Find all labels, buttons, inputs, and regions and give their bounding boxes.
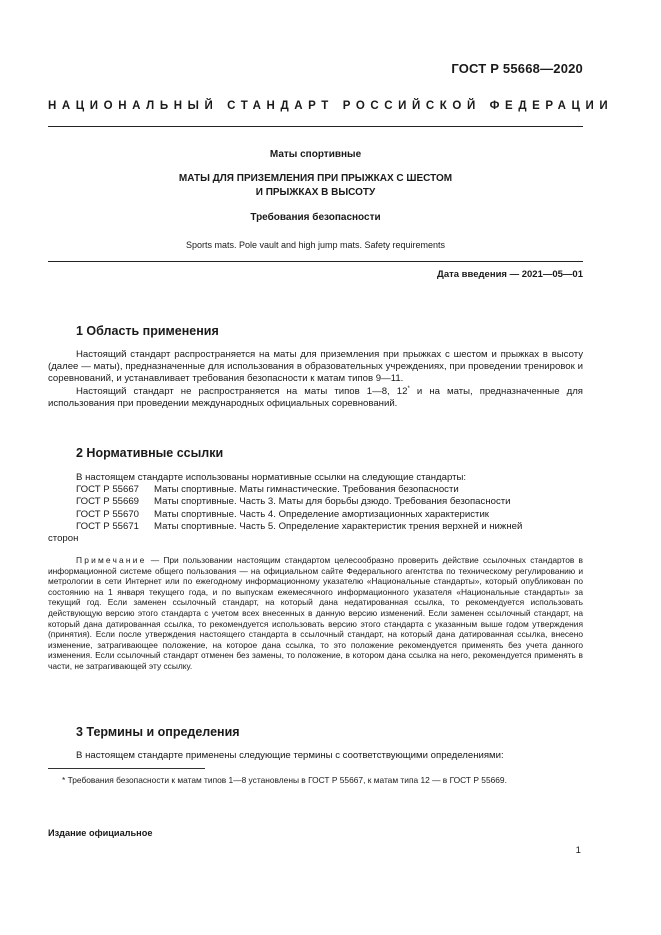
gost-number: ГОСТ Р 55668—2020 bbox=[451, 61, 583, 76]
standard-requirements-subtitle: Требования безопасности bbox=[250, 212, 381, 223]
english-title: Sports mats. Pole vault and high jump mats. Safety requirements bbox=[185, 240, 446, 250]
standard-subtitle: Маты спортивные bbox=[269, 149, 362, 160]
reference-title: Маты спортивные. Маты гимнастические. Требования безопасности bbox=[154, 484, 459, 496]
paragraph-2-text-start: Настоящий стандарт не распространяется на маты типов 1—8, 12 bbox=[76, 385, 408, 397]
national-standard-banner: НАЦИОНАЛЬНЫЙ СТАНДАРТ РОССИЙСКОЙ ФЕДЕРАЦИИ bbox=[48, 100, 614, 112]
paragraph-2-text-end: и на маты, предназначенные для использования при проведении международных официальных соревнований. bbox=[48, 385, 583, 409]
section-2-heading: 2 Нормативные ссылки bbox=[76, 446, 224, 460]
section-3-body bbox=[48, 750, 583, 762]
reference-code: ГОСТ Р 55669 bbox=[76, 496, 139, 508]
header-divider bbox=[48, 126, 583, 127]
title-divider bbox=[48, 261, 583, 262]
section-1-heading: 1 Область применения bbox=[76, 324, 219, 338]
reference-code: ГОСТ Р 55670 bbox=[76, 508, 139, 520]
title-line-2: И ПРЫЖКАХ В ВЫСОТУ bbox=[255, 186, 376, 198]
reference-title: Маты спортивные. Часть 4. Определение амортизационных характеристик bbox=[154, 508, 490, 520]
reference-title: Маты спортивные. Часть 5. Определение характеристик трения верхней и нижней bbox=[154, 520, 523, 532]
footnote-rule bbox=[48, 768, 205, 769]
footnote-text: * Требования безопасности к матам типов 1—8 установлены в ГОСТ Р 55667, к матам типа 12 — в ГОСТ Р 55669. bbox=[62, 775, 507, 785]
references-note bbox=[48, 555, 583, 672]
section-1-paragraph-1: Настоящий стандарт распространяется на маты для приземления при прыжках с шестом и прыжках в высоту (далее — маты), предназначенные для использования в образовательных учреждениях, при проведении тренировок и соревнований, и устанавливает требования безопасности к матам типов 9—11. bbox=[48, 349, 583, 385]
footnote-marker: * bbox=[407, 385, 410, 392]
section-1-body bbox=[48, 349, 583, 410]
section-3-intro: В настоящем стандарте применены следующие термины с соответствующими определениями: bbox=[76, 750, 504, 761]
note-text: — При пользовании настоящим стандартом целесообразно проверить действие ссылочных стандартов в информационной системе общего пользования — на официальном сайте Федерального агентства по техническому регулированию и метрологии в сети Интернет или по ежегодному информационному указателю «Национальные стандарты», который опубликован по состоянию на 1 января текущего года, и по выпускам ежемесячного информационного указателя «Национальные стандарты» за текущий год. Если заменен ссылочный стандарт, на который дана недатированная ссылка, то рекомендуется использовать действующую версию этого стандарта с учетом всех внесенных в данную версию изменений. Если заменен ссылочный стандарт, на который дана датированная ссылка, то рекомендуется использовать версию этого стандарта с указанным выше годом утверждения (принятия). Если после утверждения настоящего стандарта в ссылочный стандарт, на который дана датированная ссылка, внесено изменение, затрагивающее положение, на которое дана ссылка, то это положение рекомендуется применять без учета данного изменения. Если ссылочный стандарт отменен без замены, то положение, в котором дана ссылка на него, рекомендуется применять в части, не затрагивающей эту ссылку. bbox=[48, 555, 583, 671]
introduction-date: Дата введения — 2021—05—01 bbox=[437, 269, 583, 280]
footnote bbox=[48, 775, 583, 786]
reference-item bbox=[76, 496, 583, 508]
section-1-paragraph-2 bbox=[48, 386, 583, 410]
page-number: 1 bbox=[575, 845, 581, 856]
reference-item bbox=[76, 521, 583, 533]
note-label: Примечание bbox=[76, 555, 147, 565]
references-intro: В настоящем стандарте использованы нормативные ссылки на следующие стандарты: bbox=[76, 472, 467, 483]
official-edition-label: Издание официальное bbox=[48, 828, 153, 838]
normative-references-list bbox=[76, 472, 583, 533]
reference-item bbox=[76, 484, 583, 496]
standard-title bbox=[48, 172, 583, 199]
reference-title: Маты спортивные. Часть 3. Маты для борьбы дзюдо. Требования безопасности bbox=[154, 496, 511, 508]
section-3-heading: 3 Термины и определения bbox=[76, 725, 240, 739]
reference-continuation: сторон bbox=[48, 533, 79, 544]
title-line-1: МАТЫ ДЛЯ ПРИЗЕМЛЕНИЯ ПРИ ПРЫЖКАХ С ШЕСТОМ bbox=[178, 173, 453, 184]
reference-code: ГОСТ Р 55671 bbox=[76, 520, 139, 532]
reference-code: ГОСТ Р 55667 bbox=[76, 484, 139, 496]
reference-item bbox=[76, 509, 583, 521]
